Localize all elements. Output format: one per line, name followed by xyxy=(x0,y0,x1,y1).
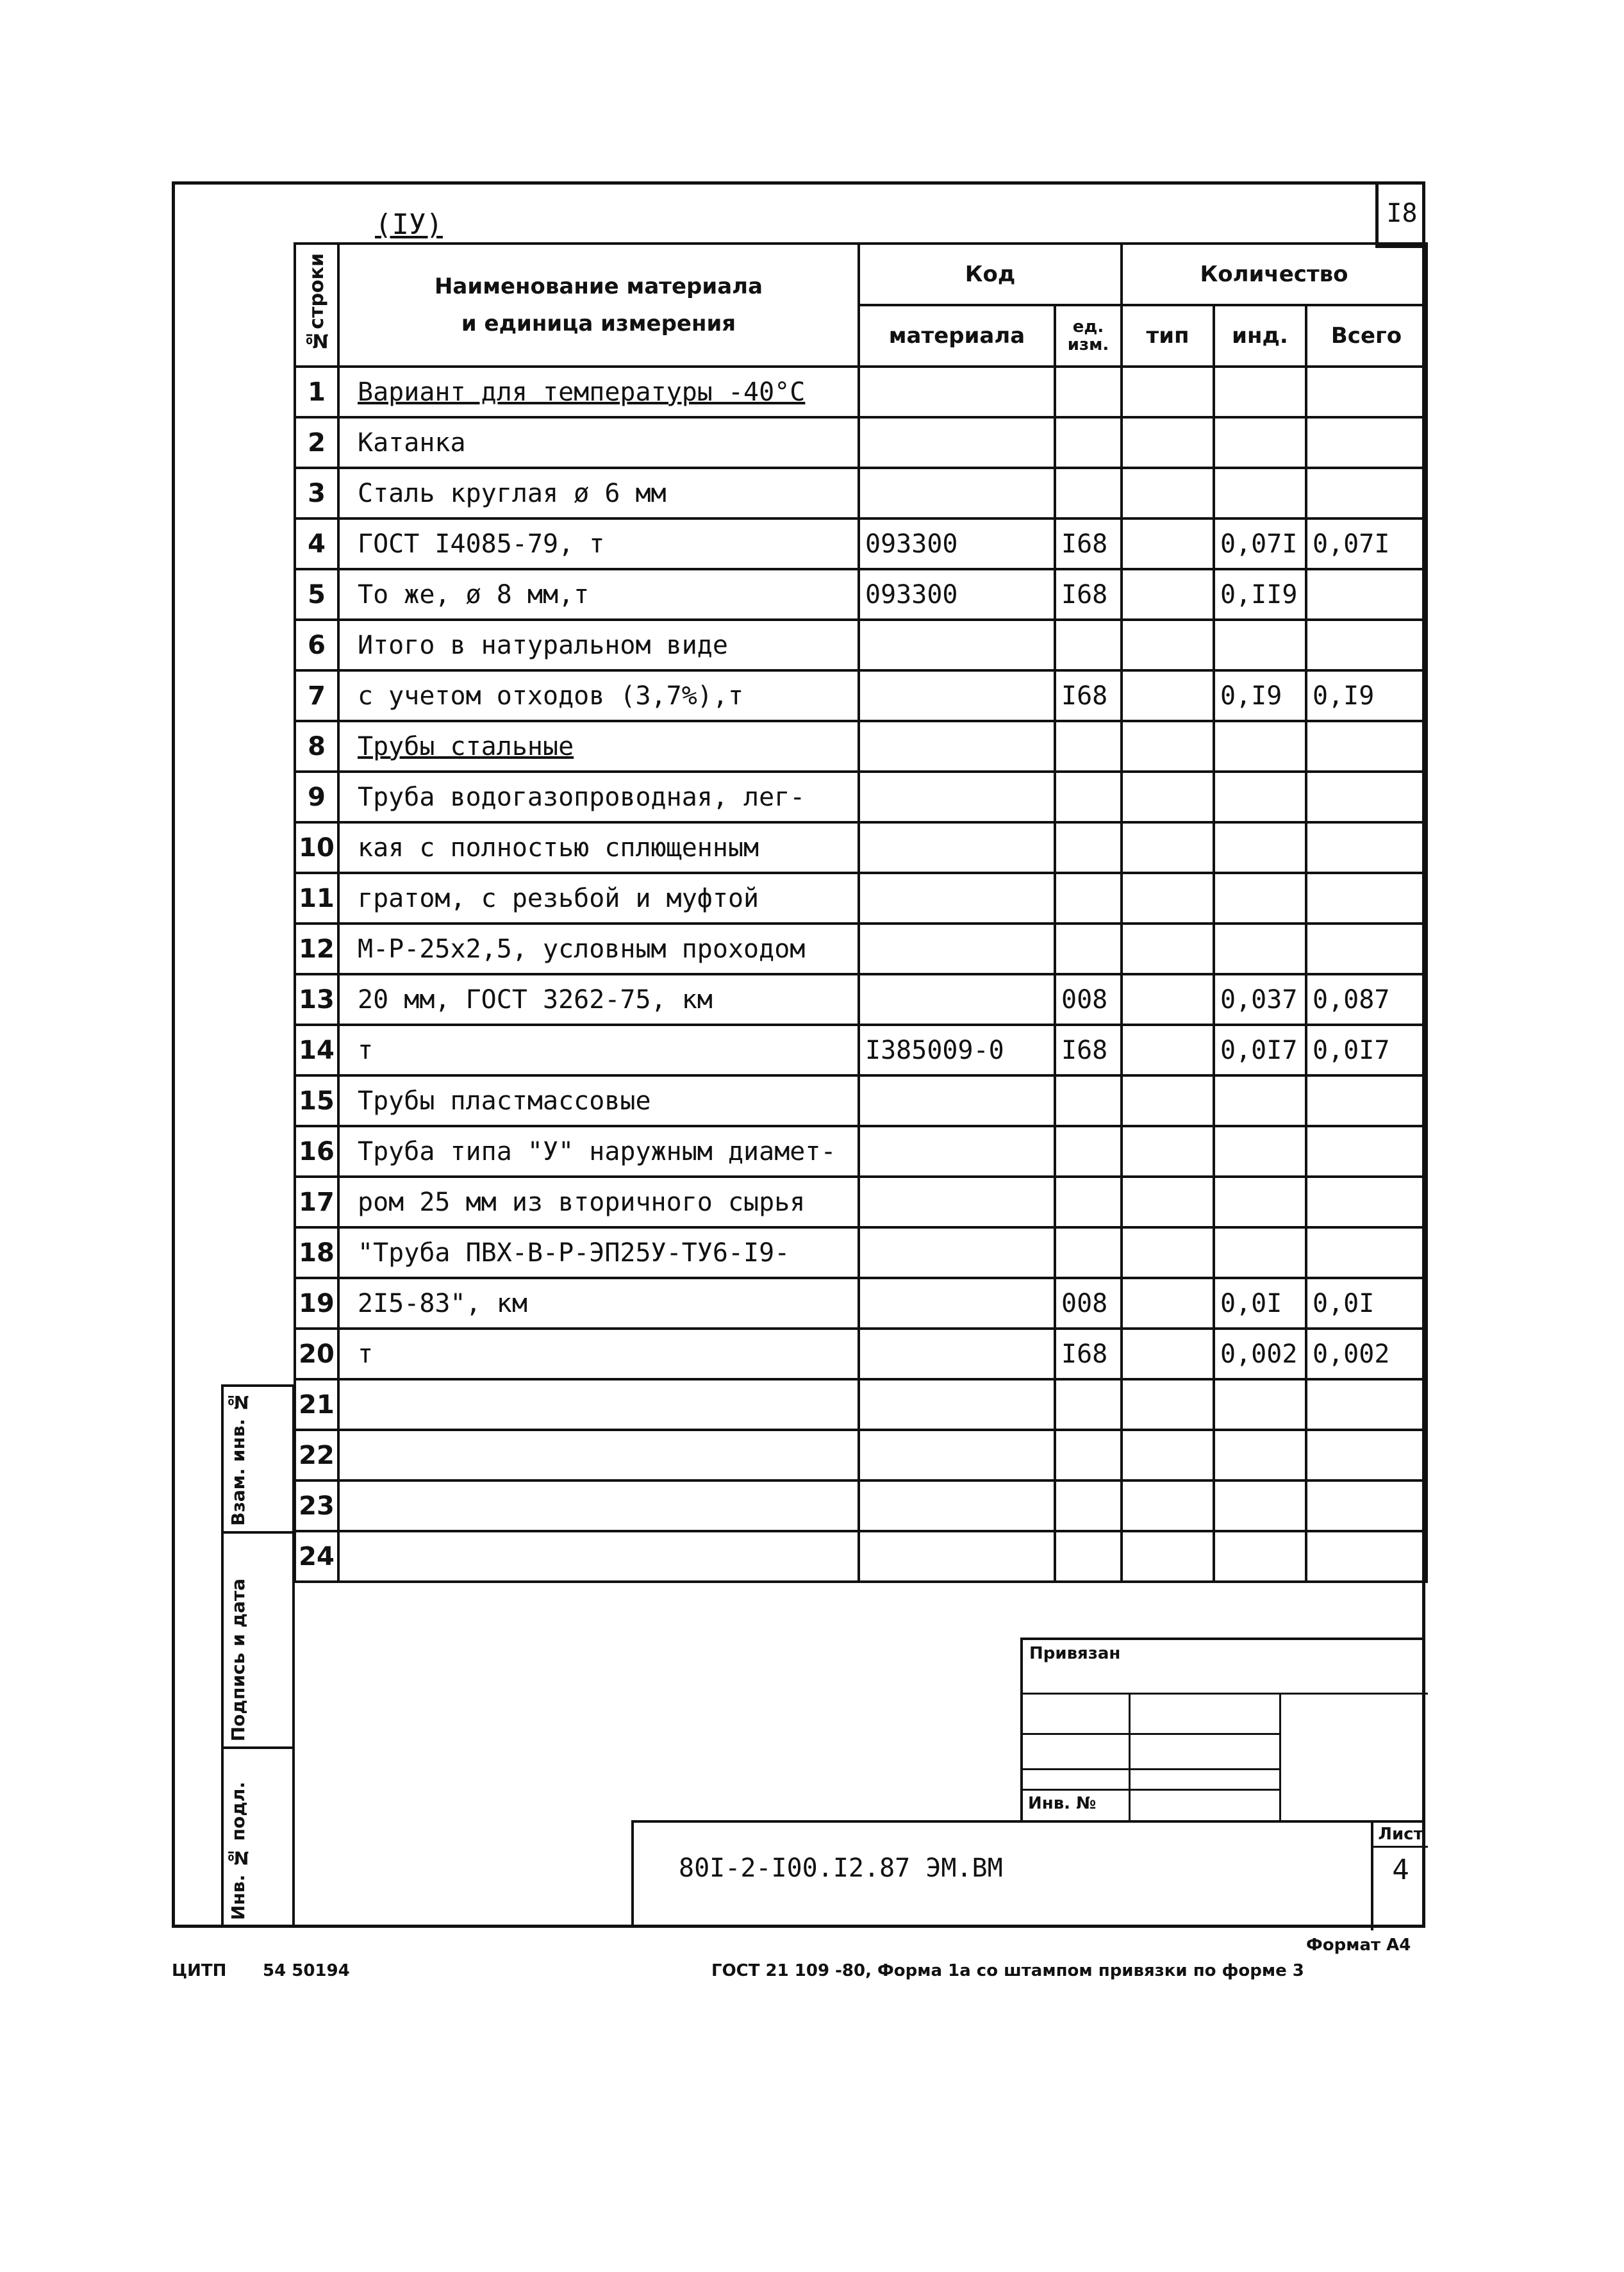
material-name: Трубы стальные xyxy=(338,721,859,772)
material-code xyxy=(859,670,1055,721)
unit-code xyxy=(1055,1430,1122,1480)
row-number: 13 xyxy=(295,974,338,1025)
row-number: 12 xyxy=(295,924,338,974)
material-code xyxy=(859,1531,1055,1582)
table-row xyxy=(295,1126,1427,1177)
qty-type xyxy=(1122,1329,1214,1379)
table-row xyxy=(295,1480,1427,1531)
qty-total xyxy=(1306,468,1427,518)
table-row xyxy=(295,518,1427,569)
row-number: 8 xyxy=(295,721,338,772)
material-name: гратом, с резьбой и муфтой xyxy=(338,873,859,924)
qty-ind: 0,002 xyxy=(1214,1329,1306,1379)
qty-total xyxy=(1306,1480,1427,1531)
table-row xyxy=(295,1075,1427,1126)
row-number: 1 xyxy=(295,367,338,417)
qty-total: 0,087 xyxy=(1306,974,1427,1025)
vzam-inv-box xyxy=(221,1384,295,1534)
unit-code xyxy=(1055,721,1122,772)
qty-type xyxy=(1122,873,1214,924)
row-number: 17 xyxy=(295,1177,338,1227)
material-code xyxy=(859,1126,1055,1177)
qty-ind: 0,037 xyxy=(1214,974,1306,1025)
material-code xyxy=(859,468,1055,518)
qty-ind xyxy=(1214,1126,1306,1177)
row-number: 11 xyxy=(295,873,338,924)
material-name: М-Р-25х2,5, условным проходом xyxy=(338,924,859,974)
material-name: 20 мм, ГОСТ 3262-75, км xyxy=(338,974,859,1025)
qty-type xyxy=(1122,1075,1214,1126)
table-row xyxy=(295,822,1427,873)
qty-type xyxy=(1122,924,1214,974)
material-code xyxy=(859,974,1055,1025)
qty-ind xyxy=(1214,468,1306,518)
material-code: 093300 xyxy=(859,569,1055,620)
quantity-header: Количество xyxy=(1122,244,1427,305)
qty-type xyxy=(1122,1531,1214,1582)
material-name: т xyxy=(338,1025,859,1075)
privyazan-label: Привязан xyxy=(1029,1644,1121,1663)
row-number: 7 xyxy=(295,670,338,721)
signature-date-box xyxy=(221,1531,295,1749)
code-header: Код xyxy=(859,244,1122,305)
unit-code xyxy=(1055,1531,1122,1582)
order-number: 54 50194 xyxy=(263,1961,350,1980)
code-material-header: материала xyxy=(859,305,1055,367)
table-row xyxy=(295,1531,1427,1582)
qty-ind: 0,I9 xyxy=(1214,670,1306,721)
row-number: 14 xyxy=(295,1025,338,1075)
material-code xyxy=(859,873,1055,924)
qty-type xyxy=(1122,367,1214,417)
unit-code xyxy=(1055,1126,1122,1177)
qty-ind xyxy=(1214,417,1306,468)
document-code: 80I-2-I00.I2.87 ЭМ.ВМ xyxy=(679,1853,1003,1883)
qty-total xyxy=(1306,1177,1427,1227)
qty-type xyxy=(1122,1227,1214,1278)
sheet-number: 4 xyxy=(1392,1853,1409,1886)
org-label: ЦИТП xyxy=(172,1961,227,1980)
unit-code xyxy=(1055,873,1122,924)
qty-type xyxy=(1122,1379,1214,1430)
row-number: 2 xyxy=(295,417,338,468)
qty-type xyxy=(1122,721,1214,772)
unit-code xyxy=(1055,1075,1122,1126)
qty-type xyxy=(1122,822,1214,873)
material-name: Вариант для температуры -40°С xyxy=(338,367,859,417)
material-name: с учетом отходов (3,7%),т xyxy=(338,670,859,721)
row-number: 4 xyxy=(295,518,338,569)
table-row xyxy=(295,1379,1427,1430)
qty-ind: 0,0I7 xyxy=(1214,1025,1306,1075)
qty-total: 0,002 xyxy=(1306,1329,1427,1379)
stamp-inv-label: Инв. № xyxy=(1028,1794,1097,1813)
material-name: ром 25 мм из вторичного сырья xyxy=(338,1177,859,1227)
table-row xyxy=(295,1329,1427,1379)
unit-code xyxy=(1055,1379,1122,1430)
row-number: 24 xyxy=(295,1531,338,1582)
qty-ind: 0,0I xyxy=(1214,1278,1306,1329)
row-number: 20 xyxy=(295,1329,338,1379)
material-name xyxy=(338,1480,859,1531)
material-code xyxy=(859,1329,1055,1379)
qty-ind xyxy=(1214,367,1306,417)
material-code xyxy=(859,417,1055,468)
material-code xyxy=(859,620,1055,670)
unit-code xyxy=(1055,822,1122,873)
qty-ind xyxy=(1214,1227,1306,1278)
material-name: То же, ø 8 мм,т xyxy=(338,569,859,620)
material-name: т xyxy=(338,1329,859,1379)
qty-total xyxy=(1306,417,1427,468)
qty-ind xyxy=(1214,1379,1306,1430)
unit-code xyxy=(1055,468,1122,518)
qty-type xyxy=(1122,417,1214,468)
unit-code xyxy=(1055,772,1122,822)
row-number: 5 xyxy=(295,569,338,620)
material-name: "Труба ПВХ-В-Р-ЭП25У-ТУ6-I9- xyxy=(338,1227,859,1278)
unit-code: 008 xyxy=(1055,1278,1122,1329)
table-row xyxy=(295,1227,1427,1278)
qty-total-header: Всего xyxy=(1306,305,1427,367)
material-code xyxy=(859,1379,1055,1430)
signature-date-label: Подпись и дата xyxy=(228,1578,249,1741)
material-code xyxy=(859,1177,1055,1227)
qty-total xyxy=(1306,924,1427,974)
qty-total: 0,07I xyxy=(1306,518,1427,569)
unit-code: 008 xyxy=(1055,974,1122,1025)
material-code xyxy=(859,822,1055,873)
qty-total xyxy=(1306,367,1427,417)
material-name xyxy=(338,1531,859,1582)
material-name: кая с полностью сплющенным xyxy=(338,822,859,873)
qty-ind: 0,II9 xyxy=(1214,569,1306,620)
qty-ind xyxy=(1214,1075,1306,1126)
table-row xyxy=(295,468,1427,518)
qty-type xyxy=(1122,620,1214,670)
table-row xyxy=(295,1278,1427,1329)
section-number: (IУ) xyxy=(375,208,443,241)
row-number: 18 xyxy=(295,1227,338,1278)
row-number: 16 xyxy=(295,1126,338,1177)
material-name: Катанка xyxy=(338,417,859,468)
row-number: 23 xyxy=(295,1480,338,1531)
gost-form-note: ГОСТ 21 109 -80, Форма 1а со штампом привязки по форме 3 xyxy=(711,1961,1304,1980)
qty-type xyxy=(1122,1025,1214,1075)
qty-type xyxy=(1122,518,1214,569)
material-code xyxy=(859,1480,1055,1531)
qty-type xyxy=(1122,1126,1214,1177)
qty-type xyxy=(1122,772,1214,822)
name-header: Наименование материала и единица измерения xyxy=(338,244,859,367)
qty-ind: 0,07I xyxy=(1214,518,1306,569)
material-name: ГОСТ I4085-79, т xyxy=(338,518,859,569)
qty-type xyxy=(1122,1278,1214,1329)
table-row xyxy=(295,670,1427,721)
qty-total xyxy=(1306,1075,1427,1126)
material-name xyxy=(338,1430,859,1480)
qty-ind xyxy=(1214,924,1306,974)
material-code xyxy=(859,1075,1055,1126)
row-number-header: №строки xyxy=(295,244,338,367)
qty-total xyxy=(1306,1227,1427,1278)
qty-ind xyxy=(1214,822,1306,873)
row-number: 9 xyxy=(295,772,338,822)
material-code xyxy=(859,924,1055,974)
qty-type xyxy=(1122,468,1214,518)
qty-ind xyxy=(1214,721,1306,772)
inv-podl-label: Инв. № подл. xyxy=(228,1782,249,1920)
qty-ind xyxy=(1214,1531,1306,1582)
material-code xyxy=(859,1227,1055,1278)
unit-code: I68 xyxy=(1055,1025,1122,1075)
qty-type xyxy=(1122,569,1214,620)
unit-code: I68 xyxy=(1055,1329,1122,1379)
qty-type xyxy=(1122,1177,1214,1227)
qty-total xyxy=(1306,1379,1427,1430)
qty-total xyxy=(1306,620,1427,670)
material-name: Трубы пластмассовые xyxy=(338,1075,859,1126)
vzam-inv-label: Взам. инв. № xyxy=(228,1391,249,1526)
row-number: 3 xyxy=(295,468,338,518)
qty-ind-header: инд. xyxy=(1214,305,1306,367)
qty-total xyxy=(1306,569,1427,620)
qty-total xyxy=(1306,873,1427,924)
qty-total xyxy=(1306,1126,1427,1177)
table-row xyxy=(295,367,1427,417)
material-name: Итого в натуральном виде xyxy=(338,620,859,670)
material-code: 093300 xyxy=(859,518,1055,569)
table-row xyxy=(295,873,1427,924)
qty-ind xyxy=(1214,772,1306,822)
qty-total xyxy=(1306,1531,1427,1582)
qty-total: 0,0I7 xyxy=(1306,1025,1427,1075)
qty-total xyxy=(1306,772,1427,822)
table-row xyxy=(295,1430,1427,1480)
unit-code: I68 xyxy=(1055,518,1122,569)
table-row xyxy=(295,417,1427,468)
table-row xyxy=(295,924,1427,974)
material-code xyxy=(859,772,1055,822)
qty-type xyxy=(1122,1430,1214,1480)
code-unit-header: ед. изм. xyxy=(1055,305,1122,367)
unit-code xyxy=(1055,367,1122,417)
unit-code xyxy=(1055,1177,1122,1227)
qty-type xyxy=(1122,974,1214,1025)
qty-ind xyxy=(1214,1177,1306,1227)
material-code: I385009-0 xyxy=(859,1025,1055,1075)
qty-total xyxy=(1306,721,1427,772)
qty-total: 0,0I xyxy=(1306,1278,1427,1329)
unit-code: I68 xyxy=(1055,569,1122,620)
unit-code xyxy=(1055,417,1122,468)
format-label: Формат А4 xyxy=(1306,1936,1411,1955)
unit-code xyxy=(1055,924,1122,974)
qty-type-header: тип xyxy=(1122,305,1214,367)
top-sheet-number: I8 xyxy=(1375,181,1425,248)
material-name: 2I5-83", км xyxy=(338,1278,859,1329)
unit-code xyxy=(1055,1227,1122,1278)
qty-total xyxy=(1306,822,1427,873)
material-code xyxy=(859,1278,1055,1329)
material-name: Труба типа "У" наружным диамет- xyxy=(338,1126,859,1177)
material-name: Труба водогазопроводная, лег- xyxy=(338,772,859,822)
table-row xyxy=(295,1177,1427,1227)
qty-total: 0,I9 xyxy=(1306,670,1427,721)
table-row xyxy=(295,1025,1427,1075)
unit-code xyxy=(1055,620,1122,670)
row-number: 19 xyxy=(295,1278,338,1329)
qty-total xyxy=(1306,1430,1427,1480)
specification-table xyxy=(294,242,1428,1583)
table-row xyxy=(295,974,1427,1025)
qty-ind xyxy=(1214,1480,1306,1531)
table-row xyxy=(295,721,1427,772)
material-code xyxy=(859,721,1055,772)
row-number: 22 xyxy=(295,1430,338,1480)
binding-stamp xyxy=(1020,1638,1425,1820)
table-row xyxy=(295,620,1427,670)
material-code xyxy=(859,1430,1055,1480)
row-number: 15 xyxy=(295,1075,338,1126)
material-code xyxy=(859,367,1055,417)
qty-ind xyxy=(1214,620,1306,670)
row-number: 6 xyxy=(295,620,338,670)
row-number: 10 xyxy=(295,822,338,873)
unit-code xyxy=(1055,1480,1122,1531)
table-row xyxy=(295,772,1427,822)
qty-ind xyxy=(1214,1430,1306,1480)
material-name xyxy=(338,1379,859,1430)
sheet-label: Лист xyxy=(1373,1823,1428,1848)
material-name: Сталь круглая ø 6 мм xyxy=(338,468,859,518)
qty-type xyxy=(1122,670,1214,721)
table-row xyxy=(295,569,1427,620)
unit-code: I68 xyxy=(1055,670,1122,721)
qty-type xyxy=(1122,1480,1214,1531)
title-block xyxy=(631,1820,1425,1928)
qty-ind xyxy=(1214,873,1306,924)
inv-podl-box xyxy=(221,1746,295,1928)
row-number: 21 xyxy=(295,1379,338,1430)
